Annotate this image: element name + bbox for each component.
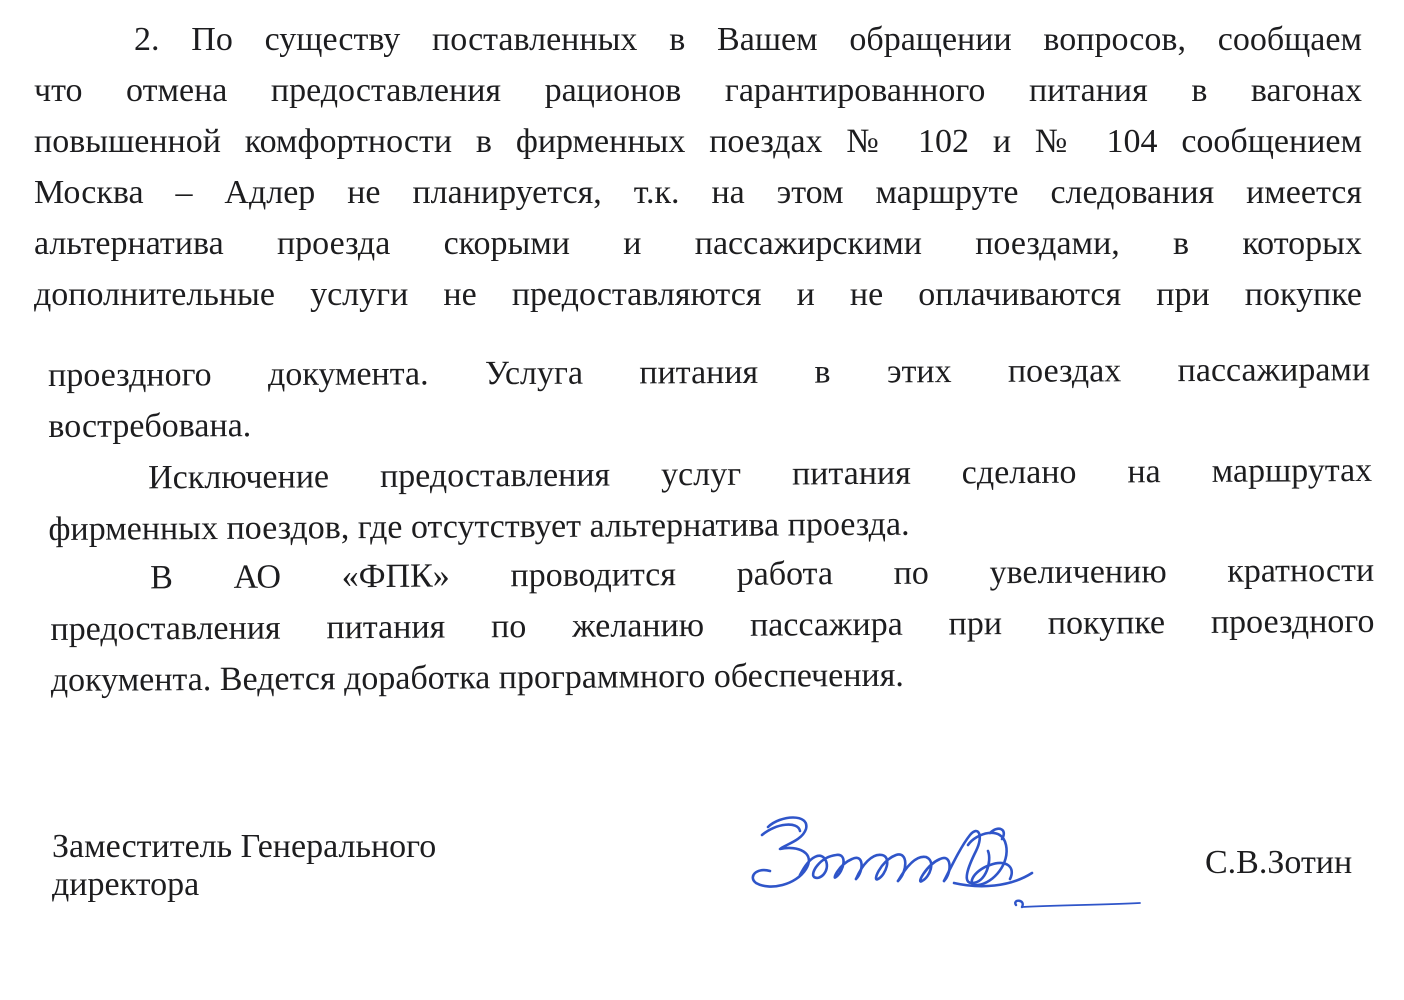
signatory-name: С.В.Зотин — [1205, 844, 1353, 881]
text-line: проездного документа. Услуга питания в этих поездах пассажирами — [48, 351, 1371, 394]
text-line: 2. По существу поставленных в Вашем обращении вопросов, сообщаем — [134, 21, 1362, 58]
handwritten-signature — [740, 805, 1150, 925]
text-line: дополнительные услуги не предоставляются и не оплачиваются при покупке — [34, 276, 1362, 313]
paragraph-fpk-work — [50, 545, 1375, 706]
signatory-position — [52, 828, 436, 904]
text-line: В АО «ФПК» проводится работа по увеличению кратности — [150, 551, 1375, 597]
text-line: альтернатива проезда скорыми и пассажирскими поездами, в которых — [34, 225, 1362, 262]
text-line: востребована. — [48, 407, 252, 445]
text-line: повышенной комфортности в фирменных поездах № 102 и № 104 сообщением — [34, 123, 1362, 160]
text-line: предоставления питания по желанию пассажира при покупке проездного — [50, 602, 1375, 648]
signatory-position-line: директора — [52, 866, 200, 903]
text-line: Исключение предоставления услуг питания сделано на маршрутах — [148, 451, 1373, 497]
signatory-position-line: Заместитель Генерального — [52, 828, 437, 865]
text-line: документа. Ведется доработка программного обеспечения. — [50, 656, 904, 699]
paragraph-exclusion — [48, 445, 1373, 555]
paragraph-feeding-cancellation — [34, 14, 1362, 320]
paragraph-feeding-cancellation-continued — [48, 344, 1370, 452]
text-line: Москва – Адлер не планируется, т.к. на этом маршруте следования имеется — [34, 174, 1362, 211]
text-line: что отмена предоставления рационов гарантированного питания в вагонах — [34, 72, 1362, 109]
text-line: фирменных поездов, где отсутствует альтернатива проезда. — [48, 505, 910, 548]
